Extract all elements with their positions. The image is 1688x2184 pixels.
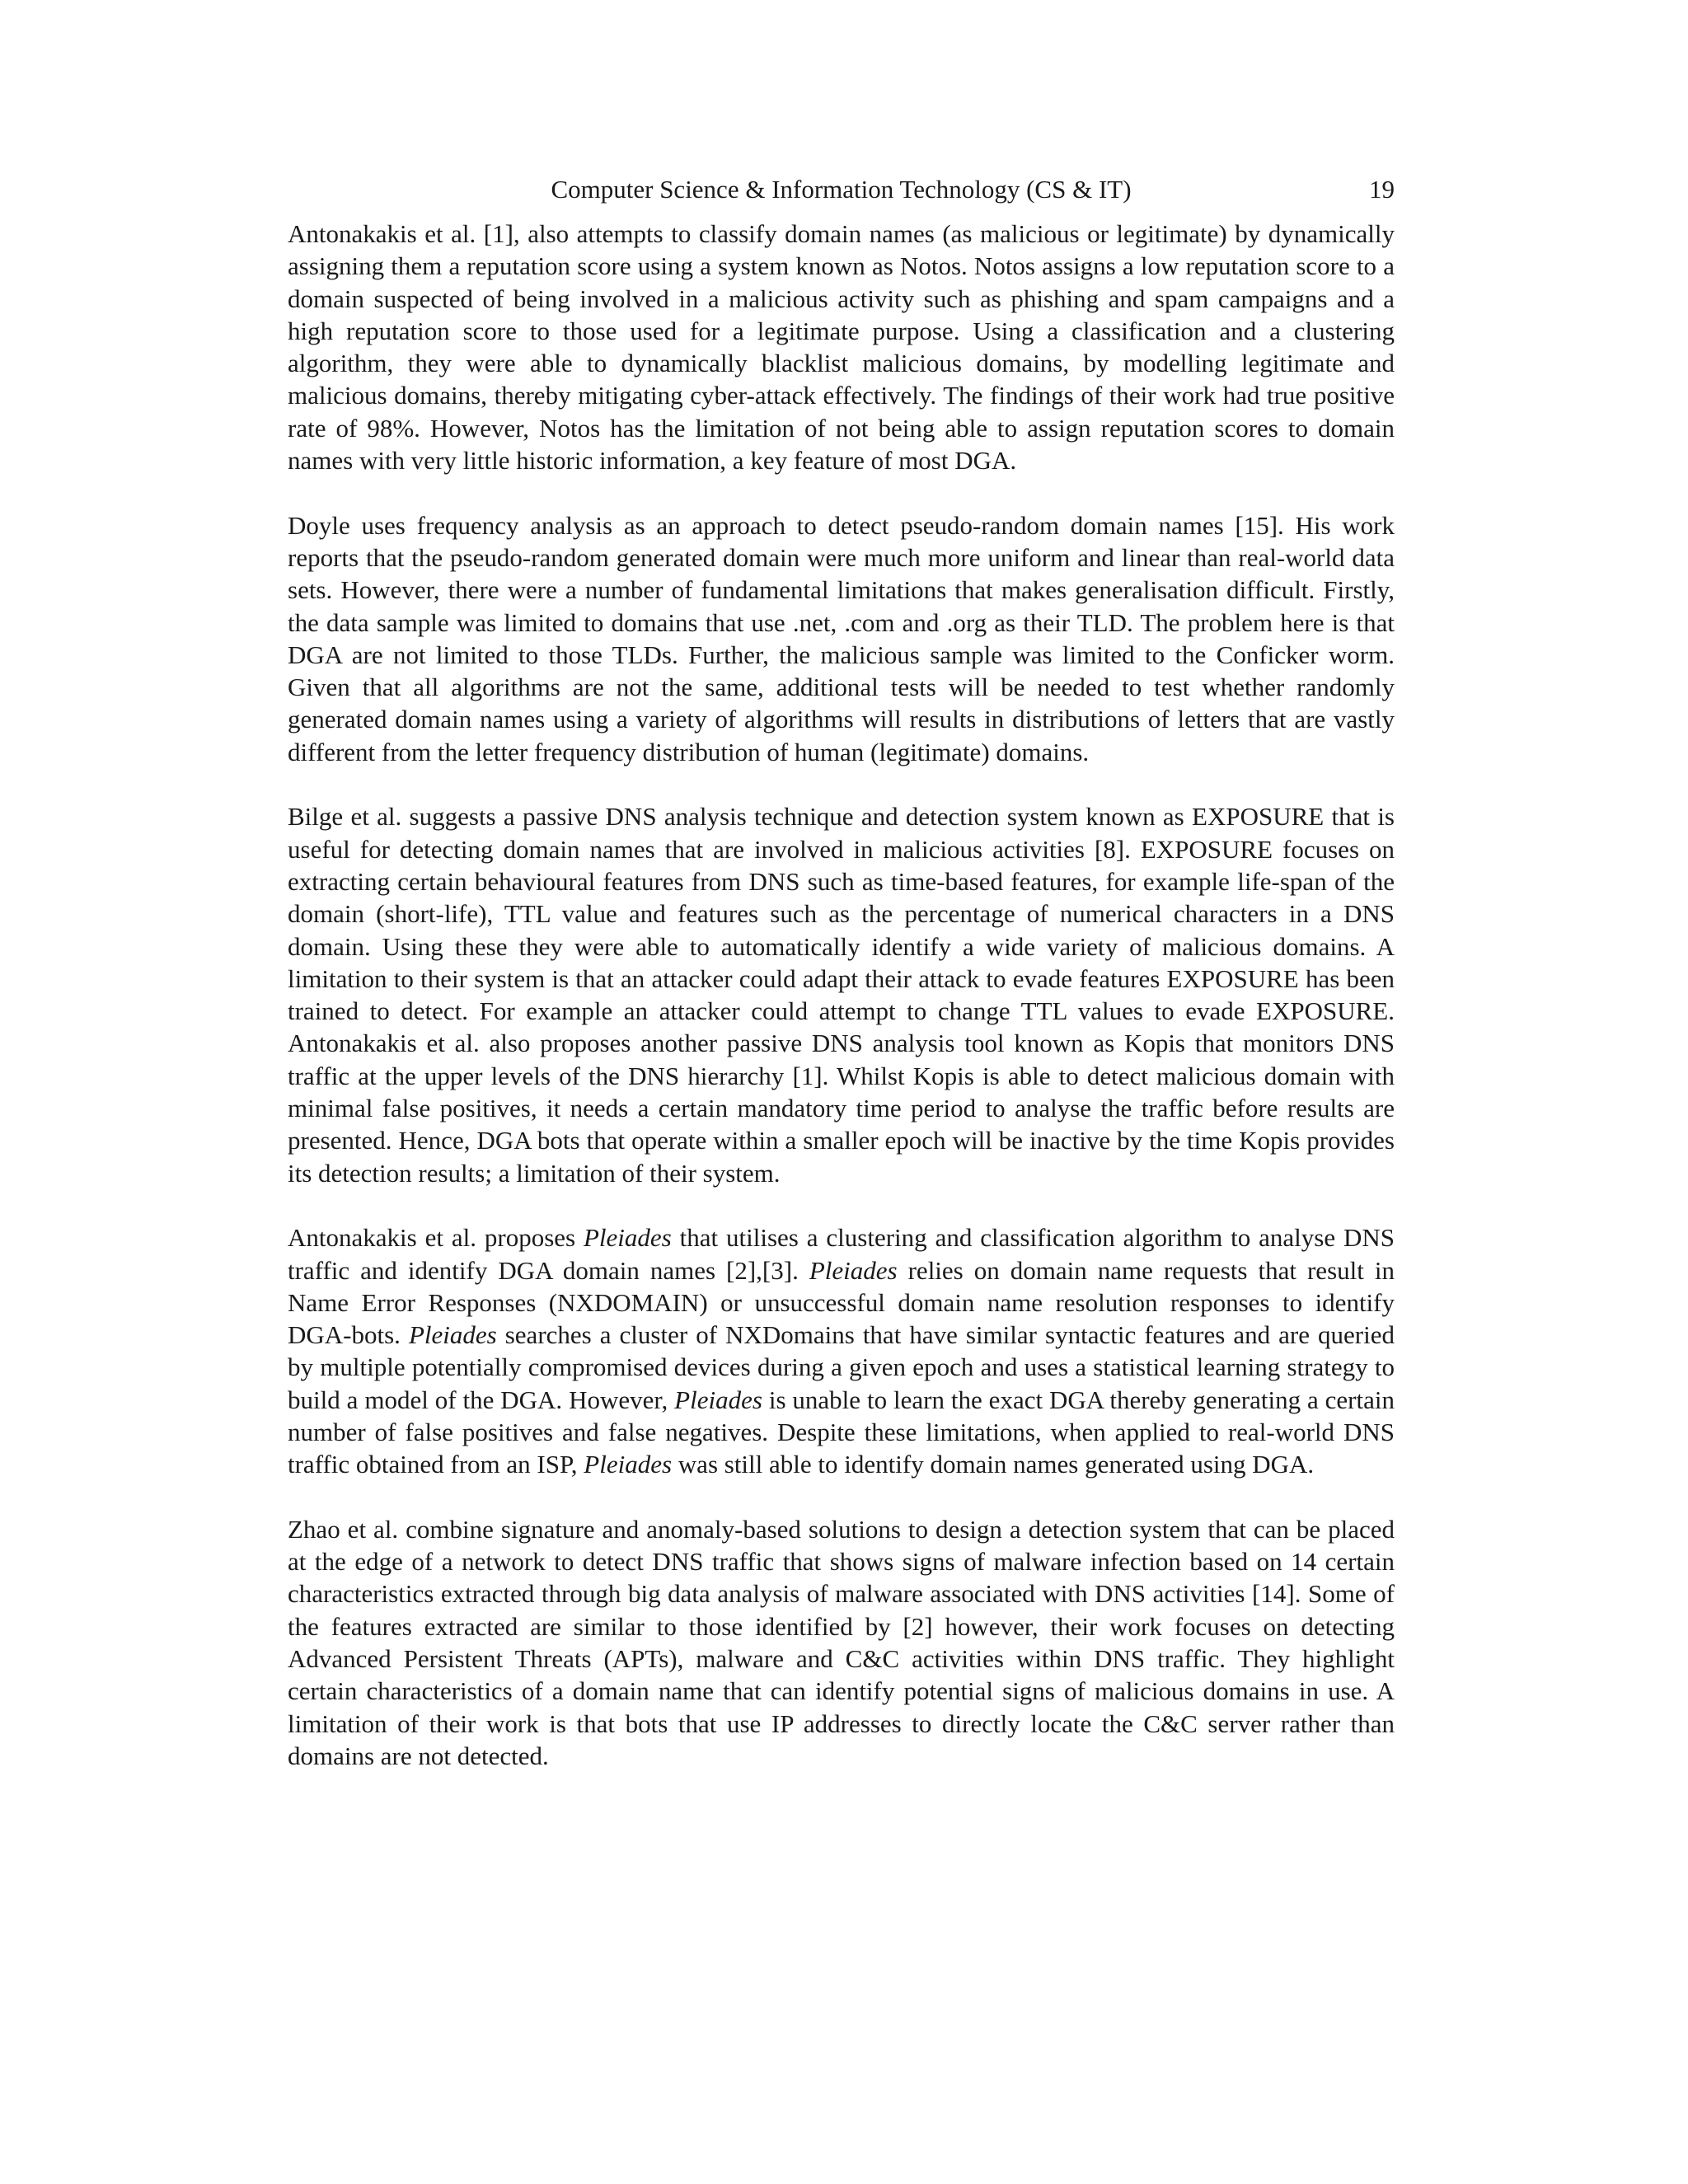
paragraph-exposure xyxy=(288,800,1395,1189)
italic-term: Pleiades xyxy=(408,1320,497,1350)
text-segment: searches a cluster of NXDomains that have similar syntactic features and are queried by multiple potentially compromised devices during a given epoch and uses a statistical learning strategy to build a model of the DGA. However, xyxy=(288,1320,1395,1414)
page-number: 19 xyxy=(1369,175,1395,204)
running-header xyxy=(288,171,1395,208)
text-segment: that utilises a clustering and classification algorithm to analyse DNS traffic and identify DGA domain names [2],[3]. xyxy=(288,1223,1395,1285)
italic-term: Pleiades xyxy=(674,1385,762,1414)
text-segment: Antonakakis et al. proposes xyxy=(288,1223,584,1253)
text-segment: Bilge et al. suggests a passive DNS analysis technique and detection system known as EXPOSURE that is useful for detecting domain names that are involved in malicious activities [8]. EXPOSURE focuses on extracting certain behavioural features from DNS such as time-based features, for example life-span of the domain (short-life), TTL value and features such as the percentage of numerical characters in a DNS domain. Using these they were able to automatically identify a wide variety of malicious domains. A limitation to their system is that an attacker could adapt their attack to evade features EXPOSURE has been trained to detect. For example an attacker could attempt to change TTL values to evade EXPOSURE. Antonakakis et al. also proposes another passive DNS analysis tool known as Kopis that monitors DNS traffic at the upper levels of the DNS hierarchy [1]. Whilst Kopis is able to detect malicious domain with minimal false positives, it needs a certain mandatory time period to analyse the traffic before results are presented. Hence, DGA bots that operate within a smaller epoch will be inactive by the time Kopis provides its detection results; a limitation of their system. xyxy=(288,802,1395,1188)
paragraph-doyle xyxy=(288,509,1395,768)
italic-term: Pleiades xyxy=(584,1450,673,1479)
text-segment: relies on domain name requests that result in Name Error Responses (NXDOMAIN) or unsuccessful domain name resolution responses to identify DGA-bots. xyxy=(288,1255,1395,1350)
body-text xyxy=(288,218,1395,1772)
paragraph-notos xyxy=(288,218,1395,476)
italic-term: Pleiades xyxy=(584,1223,672,1253)
paragraph-pleiades xyxy=(288,1221,1395,1480)
text-segment: was still able to identify domain names generated using DGA. xyxy=(672,1450,1315,1479)
journal-title: Computer Science & Information Technology (CS & IT) xyxy=(551,175,1132,204)
paragraph-zhao xyxy=(288,1513,1395,1772)
text-segment: Doyle uses frequency analysis as an approach to detect pseudo-random domain names [15]. His work reports that the pseudo-random generated domain were much more uniform and linear than real-world data sets. However, there were a number of fundamental limitations that makes generalisation difficult. Firstly, the data sample was limited to domains that use .net, .com and .org as their TLD. The problem here is that DGA are not limited to those TLDs. Further, the malicious sample was limited to the Conficker worm. Given that all algorithms are not the same, additional tests will be needed to test whether randomly generated domain names using a variety of algorithms will results in distributions of letters that are vastly different from the letter frequency distribution of human (legitimate) domains. xyxy=(288,510,1395,766)
text-segment: Zhao et al. combine signature and anomaly-based solutions to design a detection system that can be placed at the edge of a network to detect DNS traffic that shows signs of malware infection based on 14 certain characteristics extracted through big data analysis of malware associated with DNS activities [14]. Some of the features extracted are similar to those identified by [2] however, their work focuses on detecting Advanced Persistent Threats (APTs), malware and C&C activities within DNS traffic. They highlight certain characteristics of a domain name that can identify potential signs of malicious domains in use. A limitation of their work is that bots that use IP addresses to directly locate the C&C server rather than domains are not detected. xyxy=(288,1514,1395,1770)
italic-term: Pleiades xyxy=(809,1255,898,1285)
text-segment: is unable to learn the exact DGA thereby generating a certain number of false positives and false negatives. Despite these limitations, when applied to real-world DNS traffic obtained from an ISP, xyxy=(288,1385,1395,1479)
text-segment: Antonakakis et al. [1], also attempts to classify domain names (as malicious or legitimate) by dynamically assigning them a reputation score using a system known as Notos. Notos assigns a low reputation score to a domain suspected of being involved in a malicious activity such as phishing and spam campaigns and a high reputation score to those used for a legitimate purpose. Using a classification and a clustering algorithm, they were able to dynamically blacklist malicious domains, by modelling legitimate and malicious domains, thereby mitigating cyber-attack effectively. The findings of their work had true positive rate of 98%. However, Notos has the limitation of not being able to assign reputation scores to domain names with very little historic information, a key feature of most DGA. xyxy=(288,219,1395,476)
